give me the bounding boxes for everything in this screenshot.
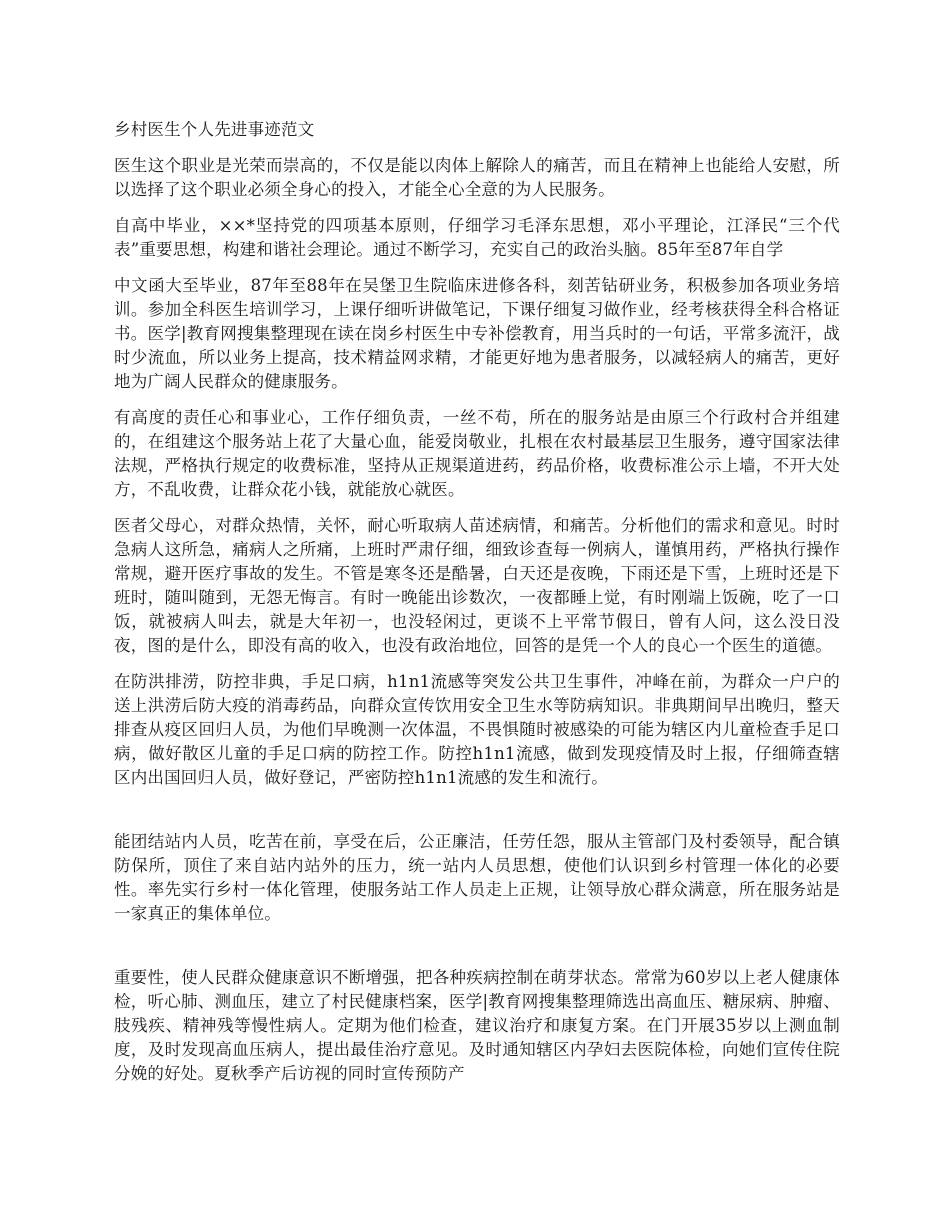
paragraph-2: 自高中毕业，××*坚持党的四项基本原则，仔细学习毛泽东思想，邓小平理论，江泽民“三个代表”重要思想，构建和谐社会理论。通过不断学习，充实自己的政治头脑。85年至87年自学	[114, 216, 840, 259]
paragraph-4: 有高度的责任心和事业心，工作仔细负责，一丝不苟，所在的服务站是由原三个行政村合并组建的，在组建这个服务站上花了大量心血，能爱岗敬业，扎根在农村最基层卫生服务，遵守国家法律法规，严格执行规定的收费标准，坚持从正规渠道进药，药品价格，收费标准公示上墙，不开大处方，不乱收费，让群众花小钱，就能放心就医。	[114, 408, 840, 499]
paragraph-3: 中文函大至毕业，87年至88年在吴堡卫生院临床进修各科，刻苦钻研业务，积极参加各项业务培训。参加全科医生培训学习，上课仔细听讲做笔记，下课仔细复习做作业，经考核获得全科合格证书。医学|教育网搜集整理现在读在岗乡村医生中专补偿教育，用当兵时的一句话，平常多流汗，战时少流血，所以业务上提高，技术精益网求精，才能更好地为患者服务，以减轻病人的痛苦，更好地为广阔人民群众的健康服务。	[114, 276, 840, 391]
paragraph-1: 医生这个职业是光荣而崇高的，不仅是能以肉体上解除人的痛苦，而且在精神上也能给人安慰，所以选择了这个职业必须全身心的投入，才能全心全意的为人民服务。	[114, 156, 840, 199]
paragraph-7: 能团结站内人员，吃苦在前，享受在后，公正廉洁，任劳任怨，服从主管部门及村委领导，配合镇防保所，顶住了来自站内站外的压力，统一站内人员思想，使他们认识到乡村管理一体化的必要性。率先实行乡村一体化管理，使服务站工作人员走上正规，让领导放心群众满意，所在服务站是一家真正的集体单位。	[114, 832, 840, 923]
paragraph-6: 在防洪排涝，防控非典，手足口病，h1n1流感等突发公共卫生事件，冲峰在前，为群众一户户的送上洪涝后防大疫的消毒药品，向群众宣传饮用安全卫生水等防病知识。非典期间早出晚归，整天排查从疫区回归人员，为他们早晚测一次体温，不畏惧随时被感染的可能为辖区内儿童检查手足口病，做好散区儿童的手足口病的防控工作。防控h1n1流感，做到发现疫情及时上报，仔细筛查辖区内出国回归人员，做好登记，严密防控h1n1流感的发生和流行。	[114, 672, 840, 787]
paragraph-5: 医者父母心，对群众热情，关怀，耐心听取病人苗述病情，和痛苦。分析他们的需求和意见。时时急病人这所急，痛病人之所痛，上班时严肃仔细，细致诊查每一例病人，谨慎用药，严格执行操作常规，避开医疗事故的发生。不管是寒冬还是酷暑，白天还是夜晚，下雨还是下雪，上班时还是下班时，随叫随到，无怨无悔言。有时一晚能出诊数次，一夜都睡上觉，有时刚端上饭碗，吃了一口饭，就被病人叫去，就是大年初一，也没轻闲过，更谈不上平常节假日，曾有人问，这么没日没夜，图的是什么，即没有高的收入，也没有政治地位，回答的是凭一个人的良心一个医生的道德。	[114, 516, 840, 655]
document-title: 乡村医生个人先进事迹范文	[114, 120, 315, 139]
paragraph-8: 重要性，使人民群众健康意识不断增强，把各种疾病控制在萌芽状态。常常为60岁以上老人健康体检，听心肺、测血压，建立了村民健康档案，医学|教育网搜集整理筛选出高血压、糖尿病、肿瘤、肢残疾、精神残等慢性病人。定期为他们检查，建议治疗和康复方案。在门开展35岁以上测血制度，及时发现高血压病人，提出最佳治疗意见。及时通知辖区内孕妇去医院体检，向她们宣传住院分娩的好处。夏秋季产后访视的同时宣传预防产	[114, 968, 840, 1083]
document-body	[114, 118, 840, 1098]
